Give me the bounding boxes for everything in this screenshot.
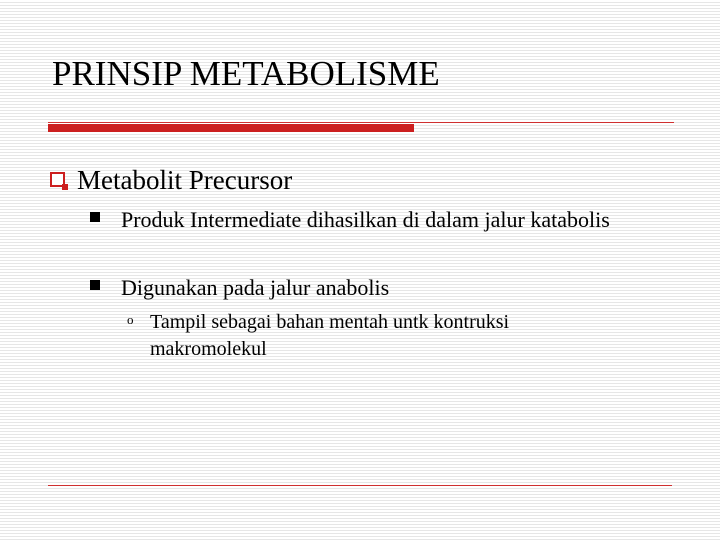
- bullet-level2-item: [90, 206, 621, 234]
- slide-title: PRINSIP METABOLISME: [52, 54, 440, 93]
- title-underline-thin: [48, 122, 674, 123]
- red-q-checkbox-icon: [50, 172, 65, 187]
- bullet-level3-item: [127, 309, 610, 363]
- black-square-bullet-icon: [90, 212, 100, 222]
- bullet-level1: [50, 165, 292, 195]
- black-square-bullet-icon: [90, 280, 100, 290]
- bullet-level2-item: [90, 274, 621, 302]
- bullet-level3-text: Tampil sebagai bahan mentah untk kontruksi makromolekul: [150, 311, 510, 360]
- bullet-level2-text: Digunakan pada jalur anabolis: [121, 275, 390, 300]
- footer-divider: [48, 485, 672, 486]
- bullet-level2-text: Produk Intermediate dihasilkan di dalam jalur katabolis: [121, 207, 610, 232]
- bullet-level3-marker: o: [127, 312, 134, 327]
- title-underline-accent: [48, 124, 414, 132]
- bullet-level1-text: Metabolit Precursor: [77, 165, 293, 195]
